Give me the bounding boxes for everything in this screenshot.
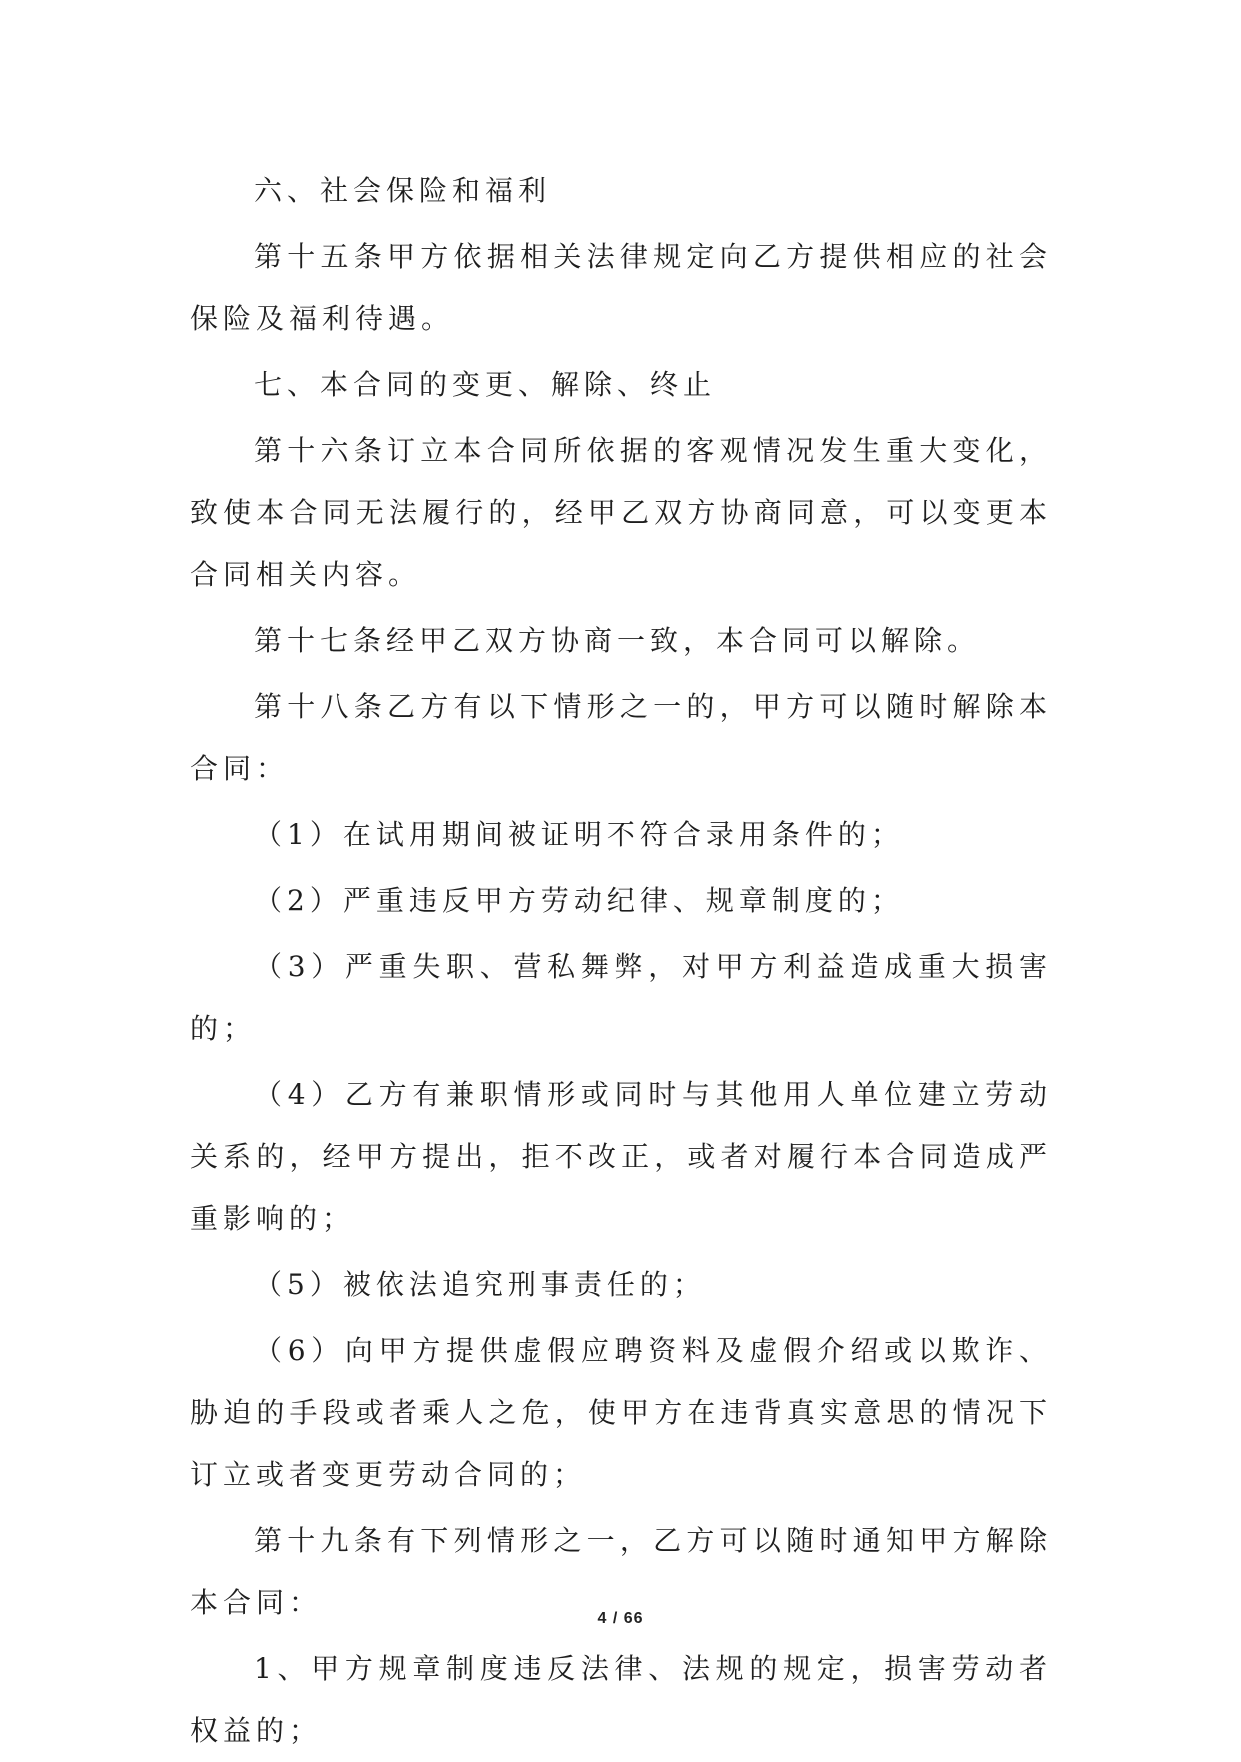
article-15: 第十五条甲方依据相关法律规定向乙方提供相应的社会保险及福利待遇。 bbox=[190, 240, 1052, 335]
article-19: 第十九条有下列情形之一，乙方可以随时通知甲方解除本合同： bbox=[190, 1524, 1052, 1619]
article-19-item-1: 1、甲方规章制度违反法律、法规的规定，损害劳动者权益的； bbox=[190, 1652, 1052, 1747]
article-16: 第十六条订立本合同所依据的客观情况发生重大变化，致使本合同无法履行的，经甲乙双方协商同意，可以变更本合同相关内容。 bbox=[190, 434, 1052, 591]
article-18-item-6: （6）向甲方提供虚假应聘资料及虚假介绍或以欺诈、胁迫的手段或者乘人之危，使甲方在违背真实意思的情况下订立或者变更劳动合同的； bbox=[190, 1334, 1052, 1491]
article-17: 第十七条经甲乙双方协商一致，本合同可以解除。 bbox=[254, 624, 981, 657]
article-18: 第十八条乙方有以下情形之一的，甲方可以随时解除本合同： bbox=[190, 690, 1052, 785]
article-18-item-2: （2）严重违反甲方劳动纪律、规章制度的； bbox=[254, 884, 904, 917]
article-18-item-1: （1）在试用期间被证明不符合录用条件的； bbox=[254, 818, 904, 851]
article-18-item-3: （3）严重失职、营私舞弊，对甲方利益造成重大损害的； bbox=[190, 950, 1052, 1045]
article-18-item-4: （4）乙方有兼职情形或同时与其他用人单位建立劳动关系的，经甲方提出，拒不改正，或者对履行本合同造成严重影响的； bbox=[190, 1078, 1052, 1235]
article-18-item-5: （5）被依法追究刑事责任的； bbox=[254, 1268, 706, 1301]
section-heading-contract-change: 七、本合同的变更、解除、终止 bbox=[254, 368, 717, 401]
document-body bbox=[190, 160, 1052, 1762]
page-number: 4 / 66 bbox=[597, 1610, 644, 1627]
section-heading-social-insurance: 六、社会保险和福利 bbox=[254, 174, 552, 207]
